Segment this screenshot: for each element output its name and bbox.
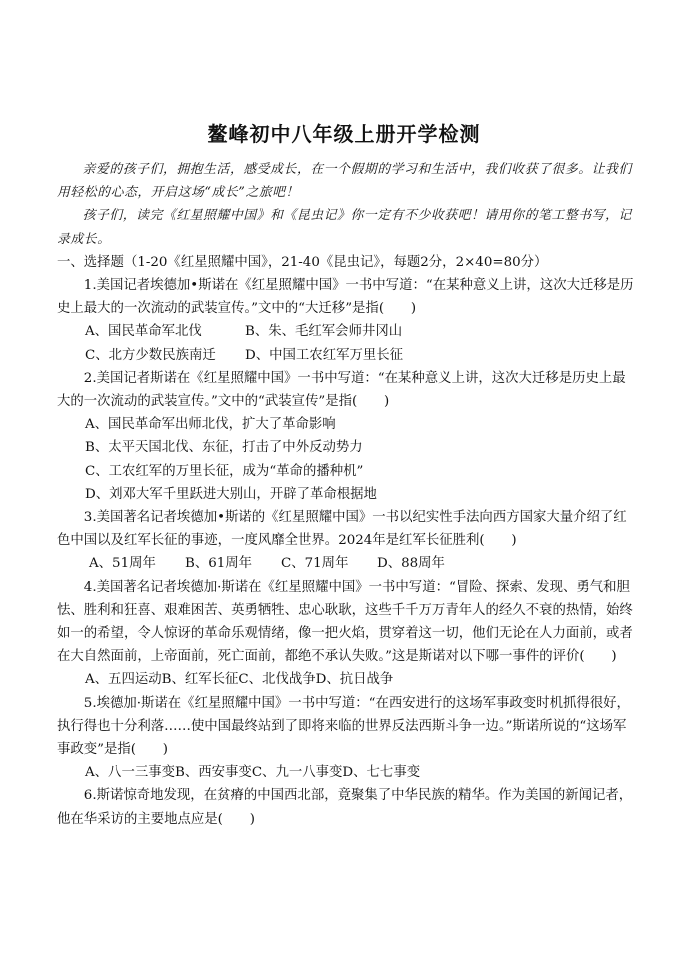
question-1-options-row-1 — [57, 320, 637, 343]
intro-paragraph-2: 孩子们，读完《红星照耀中国》和《昆虫记》你一定有不少收获吧！请用你的笔工整书写，记录成长。 — [57, 208, 632, 247]
question-3-stem: 3.美国著名记者埃德加•斯诺的《红星照耀中国》一书以纪实性手法向西方国家大量介绍了红色中国以及红军长征的事迹，一度风靡全世界。2024年是红军长征胜利( ) — [57, 510, 627, 549]
option-c: C、北方少数民族南迁 — [85, 347, 216, 363]
option-d: D、刘邓大军千里跃进大别山，开辟了革命根据地 — [85, 486, 377, 502]
option-a: A、国民革命军出师北伐，扩大了革命影响 — [85, 417, 336, 433]
document-body — [57, 158, 637, 831]
intro-paragraph-1: 亲爱的孩子们，拥抱生活，感受成长，在一个假期的学习和生活中，我们收获了很多。让我们用轻松的心态，开启这场“成长”之旅吧！ — [57, 162, 632, 201]
question-1-options-row-2 — [57, 344, 637, 367]
option-b: B、西安事变 — [175, 765, 252, 781]
page-title: 鳌峰初中八年级上册开学检测 — [207, 122, 481, 146]
option-b: B、太平天国北伐、东征，打击了中外反动势力 — [85, 440, 363, 456]
question-3-options — [57, 552, 637, 575]
option-b: B、61周年 — [185, 556, 253, 572]
option-c: C、工农红军的万里长征，成为“革命的播种机” — [85, 463, 364, 479]
question-2-stem: 2.美国记者斯诺在《红星照耀中国》一书中写道：“在某种意义上讲，这次大迁移是历史上最大的一次流动的武装宣传。”文中的“武装宣传”是指( ) — [57, 370, 626, 410]
option-c: C、北伐战争 — [238, 672, 316, 688]
question-5-options — [57, 761, 637, 784]
option-c: C、九一八事变 — [251, 765, 343, 781]
option-a: A、八一三事变 — [85, 765, 176, 781]
option-a: A、国民革命军北伐 — [85, 324, 202, 340]
question-1-stem: 1.美国记者埃德加•斯诺在《红星照耀中国》一书中写道：“在某种意义上讲，这次大迁移是历史上最大的一次流动的武装宣传。”文中的“大迁移”是指( ) — [57, 278, 634, 317]
option-d: D、88周年 — [377, 556, 445, 572]
option-c: C、71周年 — [281, 556, 349, 572]
option-d: D、七七事变 — [342, 765, 421, 781]
option-a: A、五四运动 — [85, 672, 162, 688]
option-d: D、抗日战争 — [315, 672, 394, 688]
option-d: D、中国工农红军万里长征 — [245, 347, 404, 363]
question-4-stem: 4.美国著名记者埃德加·斯诺在《红星照耀中国》一书中写道：“冒险、探索、发现、勇气和胆怯、胜利和狂喜、艰难困苦、英勇牺牲、忠心耿耿，这些千千万万青年人的经久不衰的热情，始终如一的希望，令人惊讶的革命乐观情绪，像一把火焰，贯穿着这一切，他们无论在人力面前，或者在大自然面前，上帝面前，死亡面前，都绝不承认失败。”这是斯诺对以下哪一事件的评价( ) — [57, 579, 633, 665]
section-heading: 一、选择题（1-20《红星照耀中国》，21-40《昆虫记》，每题2分，2×40=80分） — [57, 254, 548, 270]
question-5-stem: 5.埃德加·斯诺在《红星照耀中国》一书中写道：“在西安进行的这场军事政变时机抓得很好，执行得也十分利落……使中国最终站到了即将来临的世界反法西斯斗争一边。”斯诺所说的“这场军事政变”是指( ) — [57, 695, 630, 758]
option-b: B、红军长征 — [161, 672, 239, 688]
question-4-options — [57, 668, 637, 691]
option-a: A、51周年 — [89, 556, 156, 572]
question-6-stem: 6.斯诺惊奇地发现，在贫瘠的中国西北部，竟聚集了中华民族的精华。作为美国的新闻记者，他在华采访的主要地点应是( ) — [57, 788, 633, 827]
option-b: B、朱、毛红军会师井冈山 — [245, 324, 403, 340]
